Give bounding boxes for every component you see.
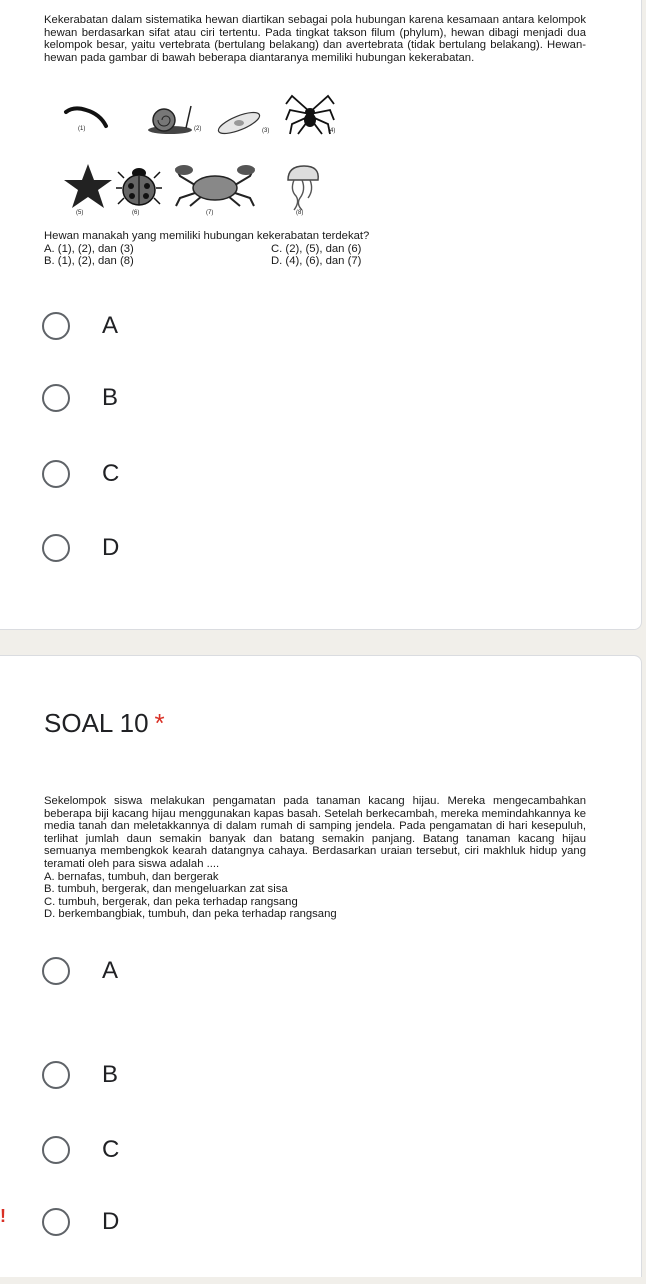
choice-label: A <box>102 957 119 984</box>
question-9-option-b: B. (1), (2), dan (8) <box>44 255 134 268</box>
figure-label-4: (4) <box>328 128 336 134</box>
radio-button[interactable] <box>42 384 70 412</box>
question-10-title <box>44 708 165 739</box>
question-10-option-c: C. tumbuh, bergerak, dan peka terhadap rangsang <box>44 895 298 908</box>
figure-label-8: (8) <box>296 210 304 216</box>
ladybug-image <box>116 164 162 208</box>
question-9-intro <box>44 14 586 64</box>
radio-button[interactable] <box>42 460 70 488</box>
question-9-options-row-1 <box>44 243 586 256</box>
crab-image <box>172 162 258 210</box>
choice-label: C <box>102 1136 120 1163</box>
q9-choice-a[interactable] <box>42 311 118 341</box>
radio-button[interactable] <box>42 1208 70 1236</box>
figure-label-5: (5) <box>76 210 84 216</box>
question-9-question-text: Hewan manakah yang memiliki hubungan kekerabatan terdekat? <box>44 230 370 242</box>
question-10-option-a: A. bernafas, tumbuh, dan bergerak <box>44 870 219 883</box>
figure-label-2: (2) <box>194 126 202 132</box>
choice-label: D <box>102 534 120 561</box>
jellyfish-image <box>280 162 324 212</box>
q10-choice-d[interactable] <box>42 1207 119 1237</box>
choice-label: A <box>102 312 119 339</box>
q9-choice-b[interactable] <box>42 383 118 413</box>
radio-button[interactable] <box>42 534 70 562</box>
q9-choice-d[interactable] <box>42 533 119 563</box>
figure-label-6: (6) <box>132 210 140 216</box>
figure-label-7: (7) <box>206 210 214 216</box>
paramecium-image <box>214 110 264 136</box>
question-9-option-c: C. (2), (5), dan (6) <box>271 242 362 255</box>
q10-choice-a[interactable] <box>42 956 118 986</box>
question-10-body <box>44 795 586 921</box>
q10-choice-c[interactable] <box>42 1135 119 1165</box>
question-title-text: SOAL 10 <box>44 708 149 738</box>
choice-label: D <box>102 1208 120 1235</box>
question-10-text: Sekelompok siswa melakukan pengamatan pada tanaman kacang hijau. Mereka mengecambahkan beberapa biji kacang hijau menggunakan kapas basah. Setelah berkecambah, mereka memindahkannya ke media tanah dan meletakkannya di dalam rumah di samping jendela. Pada pengamatan di hari kesepuluh, terlihat jumlah daun semakin banyak dan batang semakin panjang. Batang tanaman kacang hijau semuanya membengkok kearah datangnya cahaya. Berdasarkan uraian tersebut, ciri makhluk hidup yang teramati oleh para siswa adalah .... <box>44 795 586 870</box>
figure-label-1: (1) <box>78 126 86 132</box>
radio-button[interactable] <box>42 1061 70 1089</box>
question-9-intro-text: Kekerabatan dalam sistematika hewan diartikan sebagai pola hubungan karena kesamaan antara kelompok hewan berdasarkan sifat atau ciri tertentu. Pada tingkat takson filum (phylum), hewan dibagi menjadi dua kelompok besar, yaitu vertebrata (bertulang belakang) dan avertebrata (tidak bertulang belakang). Hewan-hewan pada gambar di bawah beberapa diantaranya memiliki hubungan kekerabatan. <box>44 14 586 64</box>
snail-image <box>146 102 194 136</box>
question-9-options-row-2 <box>44 255 586 268</box>
required-asterisk: * <box>154 708 165 738</box>
q9-choice-c[interactable] <box>42 459 119 489</box>
radio-button[interactable] <box>42 957 70 985</box>
choice-label: B <box>102 384 119 411</box>
question-9-question <box>44 230 586 268</box>
question-9-figure <box>54 90 344 225</box>
question-10-option-d: D. berkembangbiak, tumbuh, dan peka terhadap rangsang <box>44 908 337 921</box>
worm-image <box>62 102 114 130</box>
choice-label: C <box>102 460 120 487</box>
figure-label-3: (3) <box>262 128 270 134</box>
starfish-image <box>62 162 114 210</box>
q10-choice-b[interactable] <box>42 1060 118 1090</box>
choice-label: B <box>102 1061 119 1088</box>
validation-warning-icon: ! <box>0 1206 6 1226</box>
question-10-option-b: B. tumbuh, bergerak, dan mengeluarkan zat sisa <box>44 883 288 896</box>
radio-button[interactable] <box>42 1136 70 1164</box>
radio-button[interactable] <box>42 312 70 340</box>
question-9-option-d: D. (4), (6), dan (7) <box>271 255 362 268</box>
question-9-option-a: A. (1), (2), dan (3) <box>44 242 134 255</box>
